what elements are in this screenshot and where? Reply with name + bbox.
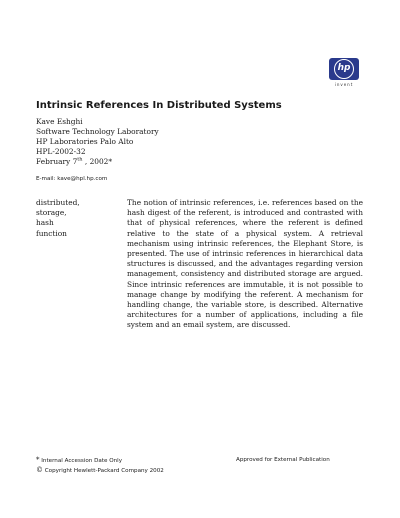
keyword: storage,: [36, 208, 67, 218]
keyword: function: [36, 228, 67, 238]
asterisk-mark: *: [36, 456, 40, 464]
abstract: The notion of intrinsic references, i.e. references based on the hash digest of the referent, is introduced and contrasted with that of physical references, where the referent is defined relative to the state of a physical system. A retrieval mechanism using intrinsic references, the Elephant Store, is presented. The use of intrinsic references in hierarchical data structures is discussed, and the advantages regarding version management, consistency and distributed storage are argued. Since intrinsic references are immutable, it is not possible to manage change by modifying the referent. A mechanism for handling change, the variable store, is described. Alternative architectures for a number of applications, including a file system and an email system, are discussed.: [127, 198, 363, 330]
copyright-symbol: ©: [36, 466, 43, 474]
footnote: [36, 456, 164, 476]
report-number: HPL-2002-32: [36, 147, 86, 156]
author-organization: HP Laboratories Palo Alto: [36, 137, 134, 146]
approval-note: Approved for External Publication: [236, 457, 330, 463]
author-block: [36, 117, 159, 167]
document-title: Intrinsic References In Distributed Systems: [36, 100, 282, 111]
internal-accession-text: Internal Accession Date Only: [41, 458, 123, 464]
keywords: [36, 198, 116, 239]
internal-accession-note: [36, 456, 164, 466]
publication-date: [36, 157, 159, 167]
hp-logo-tagline: invent: [334, 82, 354, 87]
hp-logo: [327, 58, 361, 92]
hp-logo-badge: [329, 58, 359, 80]
date-ordinal: th: [77, 156, 83, 163]
author-lab: Software Technology Laboratory: [36, 127, 159, 136]
date-main: February 7: [36, 157, 78, 166]
copyright-note: [36, 466, 164, 476]
keyword: distributed,: [36, 198, 80, 207]
keyword: hash: [36, 218, 54, 228]
author-name: Kave Eshghi: [36, 117, 83, 126]
hp-logo-mark: hp: [334, 59, 354, 79]
date-year: , 2002*: [82, 157, 113, 166]
copyright-text: Copyright Hewlett-Packard Company 2002: [44, 468, 164, 474]
author-email: E-mail: kave@hpl.hp.com: [36, 176, 108, 182]
